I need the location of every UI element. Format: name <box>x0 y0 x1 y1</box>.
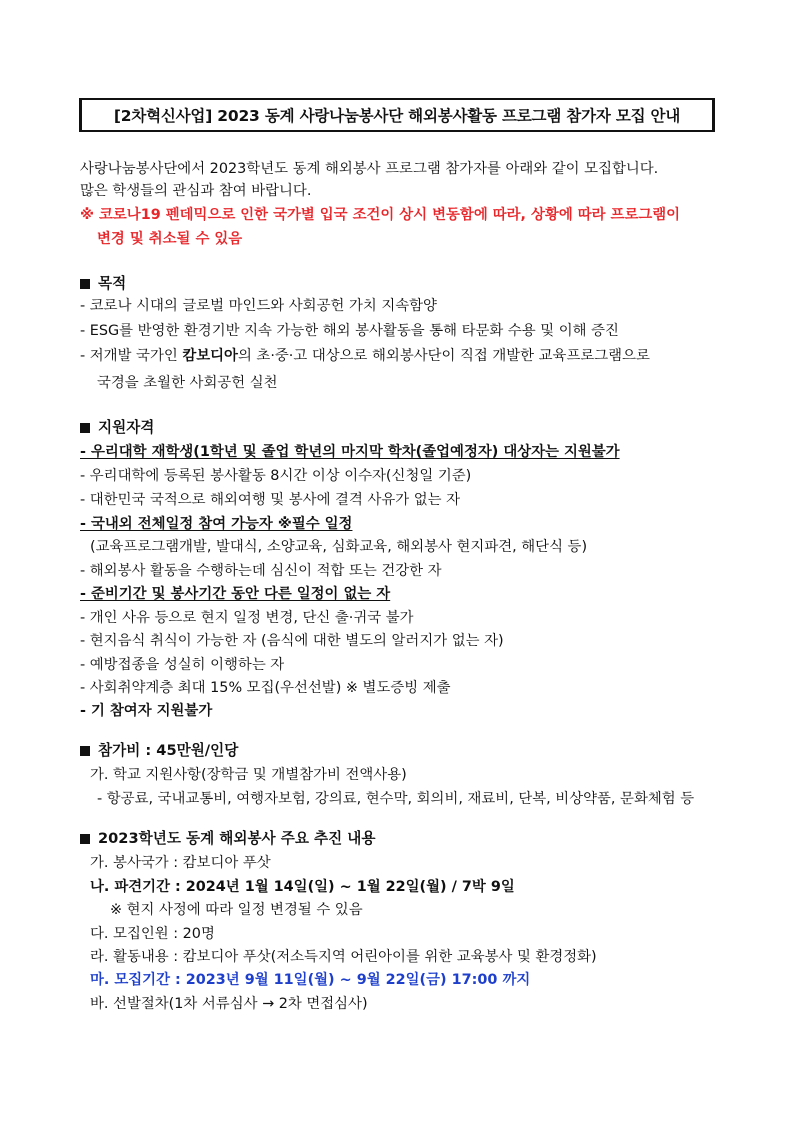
square-bullet-icon <box>80 746 90 756</box>
plan-item-ra: 라. 활동내용 : 캄보디아 푸삿(저소득지역 어린아이를 위한 교육봉사 및 환경정화) <box>90 949 597 965</box>
eligibility-heading: 지원자격 <box>80 418 154 438</box>
fee-heading: 참가비 : 45만원/인당 <box>80 741 238 761</box>
plan-item-na-note: ※ 현지 사정에 따라 일정 변경될 수 있음 <box>110 902 363 918</box>
eligibility-item-5: - 해외봉사 활동을 수행하는데 심신이 적합 또는 건강한 자 <box>80 563 442 579</box>
notice-line-2: 변경 및 취소될 수 있음 <box>97 231 243 247</box>
plan-item-ga: 가. 봉사국가 : 캄보디아 푸삿 <box>90 855 271 871</box>
eligibility-item-4-detail: (교육프로그램개발, 발대식, 소양교육, 심화교육, 해외봉사 현지파견, 해단식 등) <box>90 539 588 555</box>
square-bullet-icon <box>80 279 90 289</box>
eligibility-item-4: - 국내외 전체일정 참여 가능자 ※필수 일정 <box>80 516 353 532</box>
purpose-item-3-cont: 국경을 초월한 사회공헌 실천 <box>97 375 278 391</box>
plan-item-da: 다. 모집인원 : 20명 <box>90 926 215 942</box>
eligibility-item-2: - 우리대학에 등록된 봉사활동 8시간 이상 이수자(신청일 기준) <box>80 468 472 484</box>
purpose-item-1: - 코로나 시대의 글로벌 마인드와 사회공헌 가치 지속함양 <box>80 298 437 314</box>
intro-line-1: 사랑나눔봉사단에서 2023학년도 동계 해외봉사 프로그램 참가자를 아래와 같이 모집합니다. <box>80 161 659 177</box>
notice-line-1: ※ 코로나19 펜데믹으로 인한 국가별 입국 조건이 상시 변동함에 따라, 상황에 따라 프로그램이 <box>80 207 681 223</box>
square-bullet-icon <box>80 834 90 844</box>
fee-item-a: 가. 학교 지원사항(장학금 및 개별참가비 전액사용) <box>90 767 407 783</box>
eligibility-item-10: - 사회취약계층 최대 15% 모집(우선선발) ※ 별도증빙 제출 <box>80 680 451 696</box>
square-bullet-icon <box>80 423 90 433</box>
eligibility-item-11: - 기 참여자 지원불가 <box>80 703 213 719</box>
document-title: [2차혁신사업] 2023 동계 사랑나눔봉사단 해외봉사활동 프로그램 참가자 모집 안내 <box>79 98 715 132</box>
eligibility-item-3: - 대한민국 국적으로 해외여행 및 봉사에 결격 사유가 없는 자 <box>80 492 460 508</box>
plan-item-na: 나. 파견기간 : 2024년 1월 14일(일) ~ 1월 22일(월) / 7박 9일 <box>90 879 515 895</box>
intro-line-2: 많은 학생들의 관심과 참여 바랍니다. <box>80 183 312 199</box>
eligibility-item-1: - 우리대학 재학생(1학년 및 졸업 학년의 마지막 학차(졸업예정자) 대상자는 지원불가 <box>80 444 620 460</box>
eligibility-item-6: - 준비기간 및 봉사기간 동안 다른 일정이 없는 자 <box>80 586 391 602</box>
purpose-item-3: - 저개발 국가인 캄보디아의 초·중·고 대상으로 해외봉사단이 직접 개발한 교육프로그램으로 <box>80 348 650 364</box>
plan-heading: 2023학년도 동계 해외봉사 주요 추진 내용 <box>80 829 376 849</box>
purpose-heading: 목적 <box>80 274 126 294</box>
eligibility-item-8: - 현지음식 취식이 가능한 자 (음식에 대한 별도의 알러지가 없는 자) <box>80 633 504 649</box>
eligibility-item-7: - 개인 사유 등으로 현지 일정 변경, 단신 출·귀국 불가 <box>80 610 414 626</box>
purpose-item-2: - ESG를 반영한 환경기반 지속 가능한 해외 봉사활동을 통해 타문화 수용 및 이해 증진 <box>80 323 619 339</box>
eligibility-item-9: - 예방접종을 성실히 이행하는 자 <box>80 657 285 673</box>
fee-item-a-detail: - 항공료, 국내교통비, 여행자보험, 강의료, 현수막, 회의비, 재료비, 단복, 비상약품, 문화체험 등 <box>97 791 695 807</box>
plan-item-ba: 바. 선발절차(1차 서류심사 → 2차 면접심사) <box>90 996 368 1012</box>
plan-item-ma: 마. 모집기간 : 2023년 9월 11일(월) ~ 9월 22일(금) 17:00 까지 <box>90 972 531 988</box>
